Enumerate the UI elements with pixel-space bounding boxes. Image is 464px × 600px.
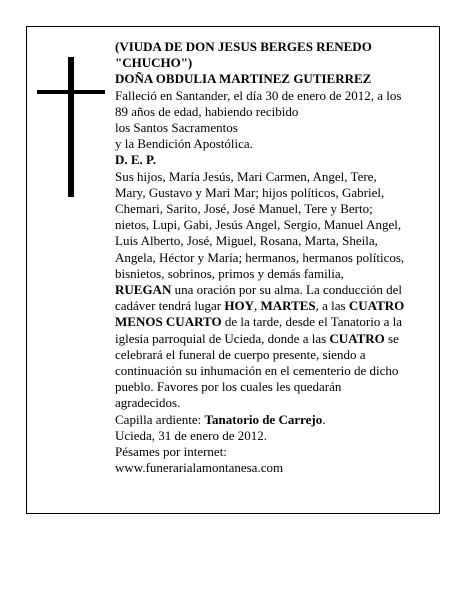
menos-cuarto: MENOS CUARTO <box>115 314 222 330</box>
obituary-text <box>115 39 423 476</box>
request-line-6: continuación su inhumación en el cementerio de dicho <box>115 363 399 379</box>
condolences-label: Pésames por internet: <box>115 444 227 460</box>
death-line-1: Falleció en Santander, el día 30 de enero de 2012, a los <box>115 87 402 103</box>
family-line: Luis Alberto, José, Miguel, Rosana, Marta, Sheila, <box>115 233 378 249</box>
family-line: Sus hijos, María Jesús, Mari Carmen, Angel, Tere, <box>115 168 377 184</box>
chapel-place: Tanatorio de Carrejo <box>204 411 323 427</box>
request-line-5: celebrará el funeral de cuerpo presente, siendo a <box>115 346 366 362</box>
family-line: Angela, Héctor y María; hermanos, hermanos políticos, <box>115 249 405 265</box>
hoy: HOY <box>224 298 254 314</box>
family-line: bisnietos, sobrinos, primos y demás familia, <box>115 265 344 281</box>
request-line-8: agradecidos. <box>115 395 181 411</box>
rip: D. E. P. <box>115 152 157 168</box>
family-line: Mary, Gustavo y Mari Mar; hijos políticos, Gabriel, <box>115 184 385 200</box>
condolences-url: www.funerarialamontanesa.com <box>115 460 284 476</box>
cuatro-2: CUATRO <box>329 330 385 346</box>
cuatro: CUATRO <box>348 298 405 314</box>
family-line: Chemari, Sarito, José, José Manuel, Tere y Berto; <box>115 201 373 217</box>
request-line-4: iglesia parroquial de Ucieda, donde a las CUATRO se <box>115 330 399 346</box>
death-line-4: y la Bendición Apostólica. <box>115 136 253 152</box>
request-line-2: cadáver tendrá lugar HOY, MARTES, a las CUATRO <box>115 298 405 314</box>
cross-icon <box>37 57 105 197</box>
request-line-1: RUEGAN una oración por su alma. La conducción del <box>115 282 403 298</box>
widow-line-1: (VIUDA DE DON JESUS BERGES RENEDO <box>115 39 372 54</box>
cross-horizontal-bar <box>37 90 105 94</box>
deceased-name: DOÑA OBDULIA MARTINEZ GUTIERREZ <box>115 71 372 87</box>
chapel-line: Capilla ardiente: Tanatorio de Carrejo. <box>115 411 326 427</box>
death-line-3: los Santos Sacramentos <box>115 120 238 136</box>
request-line-3: MENOS CUARTO de la tarde, desde el Tanatorio a la <box>115 314 402 330</box>
death-line-2: 89 años de edad, habiendo recibido <box>115 103 299 119</box>
martes: MARTES <box>260 298 316 314</box>
cross-vertical-bar <box>68 57 74 197</box>
request-line-7: pueblo. Favores por los cuales les quedarán <box>115 379 342 395</box>
dateline: Ucieda, 31 de enero de 2012. <box>115 427 267 443</box>
family-line: nietos, Lupi, Gabi, Jesús Angel, Sergio, Manuel Angel, <box>115 217 402 233</box>
widow-line-2: "CHUCHO") <box>115 55 193 71</box>
ruegan: RUEGAN <box>115 282 172 298</box>
